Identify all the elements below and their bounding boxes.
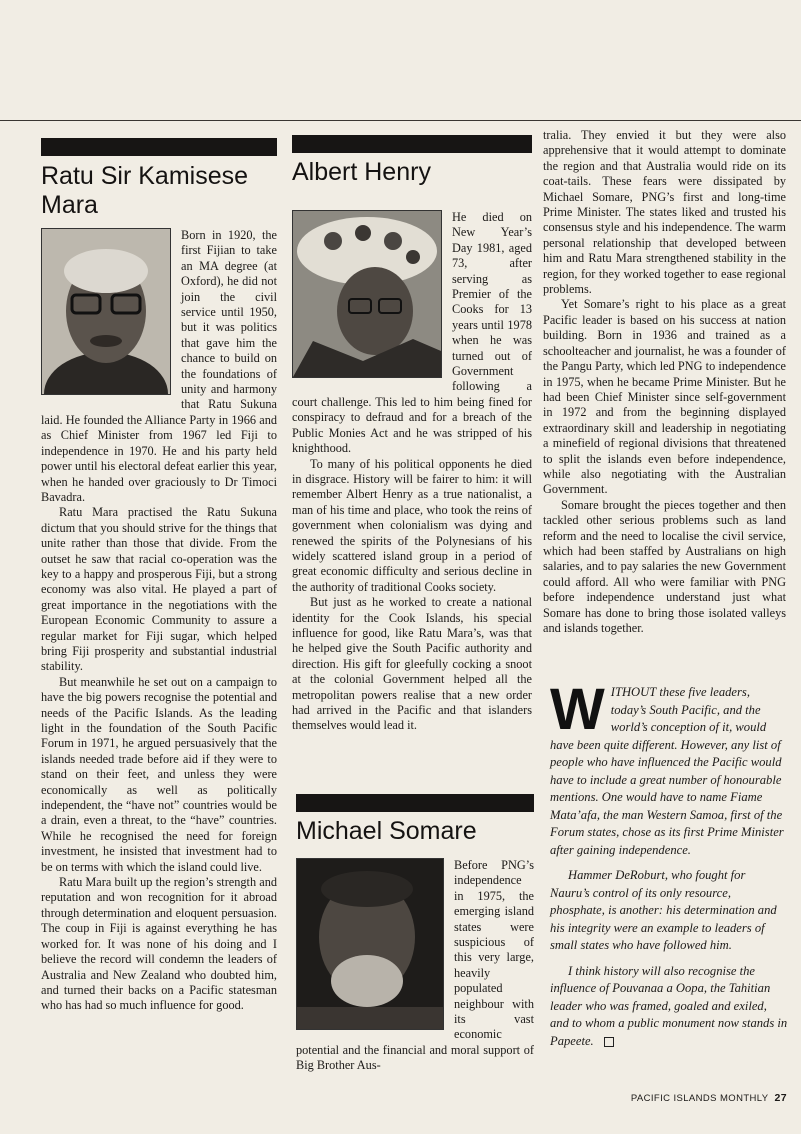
article-somare-cont: tralia. They envied it but they were also apprehensive that it would attempt to dominate the region and that Australia would ride on its coat-tails. These fears were dissipated by Michael Somare, PNG’s first and long-time Prime Minister. The states liked and trusted his consensus style and his independence. The warm personal relationship that developed between him and Ratu Mara strengthened stability in the region, for they worked together to ease regional problems. Yet Somare’s right to his place as a great Pacific leader is based on his success at nation building. Born in 1936 and trained as a schoolteacher and journalist, he was a founder of the Pangu Party, which led PNG to independence in 1975, when he became Prime Minister. But he had been Chief Minister since self-government in 1972 and from the beginning displayed extraordinary skill and leadership in negotiating a minefield of regional divisions that threatened to split the islands even before independence, while also negotiating with the Australian Government. Somare brought the pieces together and then tackled other serious problems such as land reform and the need to localise the civil service, which had been staffed by Australians on high salaries, and to pay salaries the new Government could afford. All who were familiar with PNG before independence understand just what Somare has done to bring those isolated valleys and islands together. — [543, 128, 786, 635]
portrait-henry — [292, 210, 442, 378]
pull-quote: WITHOUT these five leaders, today’s South Pacific, and the world’s conception of it, would have been quite different. However, any list of people who have influenced the Pacific would have to include a great number of honourable mentions. One would have to name Fiame Mata’afa, the man Western Samoa, first of the Forum states, chose as its first Prime Minister after gaining independence. Hammer DeRoburt, who fought for Nauru’s control of its only resource, phosphate, is another: his determination and his integrity were an example to leaders of small states who have followed him. I think history will also recognise the influence of Pouvanaa a Oopa, the Tahitian leader who was framed, goaled and exiled, and to whom a public monument now stands in Papeete. — [550, 677, 788, 1048]
heading-henry: Albert Henry — [292, 158, 431, 186]
heading-somare: Michael Somare — [296, 817, 477, 845]
publication-name: PACIFIC ISLANDS MONTHLY — [630, 1093, 769, 1104]
section-bar — [296, 794, 534, 812]
article-henry: He died on New Year’s Day 1981, aged 73, after serving as Premier of the Cooks for 13 years until 1978 when he was turned out of Government following a court challenge. This led to him being fined for conspiracy to defraud and for a breach of the Public Monies Act and he was stripped of his knighthood. To many of his political opponents he died in disgrace. History will be fairer to him: it will remember Albert Henry as a true nationalist, a man of his time and place, who took the reins of government when colonialism was dying and renewed the spirits of the Polynesians of his widely scattered island group in a period of great economic difficulty and serious decline in the authority of traditional Cooks society. But just as he worked to create a national identity for the Cook Islands, his special influence for good, like Ratu Mara’s, was that he helped give the South Pacific authority and direction. His gift for gleefully cocking a snoot at the colonial Government helped all the metropolitan powers realise that a new order had arrived in the Pacific and that islanders themselves would lead it. — [292, 210, 532, 733]
article-mara: Born in 1920, the first Fijian to take an MA degree (at Oxford), he did not join the civil service until 1950, but it was politics that gave him the chance to build on the foundations of unity and harmony that Ratu Sukuna laid. He founded the Alliance Party in 1966 and as Chief Minister from 1967 led Fiji to independence in 1970. He and his party held power until his electoral defeat earlier this year, when he handed over graciously to Dr Timoci Bavadra. Ratu Mara practised the Ratu Sukuna dictum that you should strive for the things that unite rather than those that divide. From the outset he saw that racial co-operation was the key to a happy and prosperous Fiji, but a strong economy was also vital. He played a part of great importance in the negotiations with the European Economic Community to assure a regular market for Fiji sugar, which helped bring Fiji prosperity and substantial industrial stability. But meanwhile he set out on a campaign to have the big powers recognise the potential and needs of the Pacific Islands. As the leading light in the foundation of the South Pacific Forum in 1971, he argued persuasively that the islands needed trade before aid if they were to stand on their feet, and unless they were economically as well as politically independent, the “have not” countries would be a drain, even a threat, to the “have” countries. While he recognised the need for foreign investment, he insisted that investment had to be on terms with which the island could live. Ratu Mara built up the region’s strength and reputation and won recognition for it abroad through determination and eloquent persuasion. The coup in Fiji is against everything he has worked for. It was none of his doing and I believe the record will condemn the leaders of Australia and New Zealand who doubted him, and turned their backs on a Pacific statesman who has had so much influence for good. — [41, 228, 277, 1013]
section-bar — [292, 135, 532, 153]
dropcap: W — [550, 677, 605, 742]
portrait-mara — [41, 228, 171, 395]
page-footer — [631, 1092, 787, 1104]
page-number: 27 — [774, 1092, 787, 1104]
bleed-through-heading — [180, 20, 800, 115]
end-mark-icon — [604, 1037, 614, 1047]
section-bar — [41, 138, 277, 156]
portrait-somare — [296, 858, 444, 1030]
heading-mara: Ratu Sir Kamisese Mara — [41, 162, 249, 219]
article-somare-start: Before PNG’s independence in 1975, the emerging island states were suspicious of this very large, heavily populated neighbour with its vast economic potential and the financial and moral support of Big Brother Aus- — [296, 858, 534, 1073]
top-rule — [0, 120, 801, 121]
